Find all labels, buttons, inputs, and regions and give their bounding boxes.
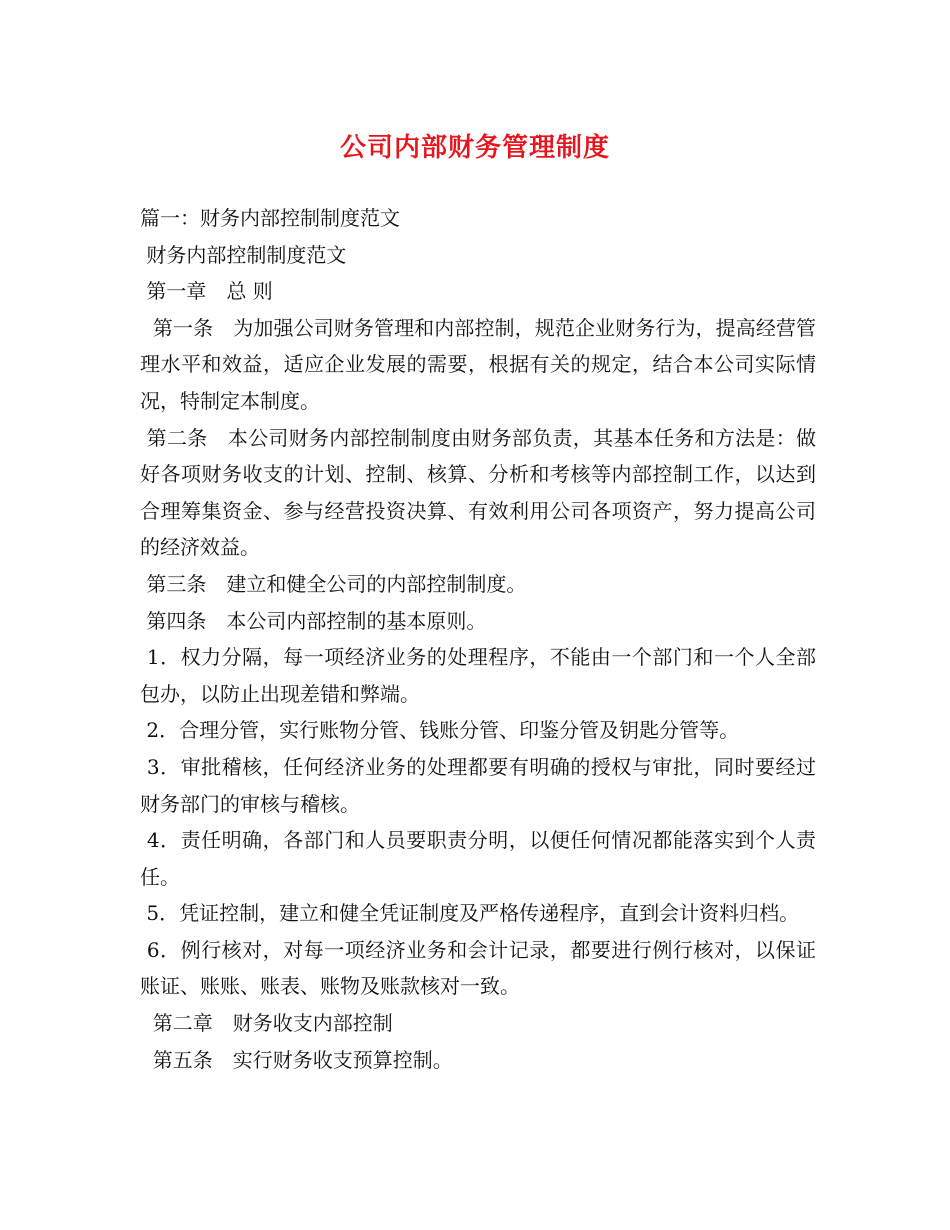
article-paragraph: 第三条 建立和健全公司的内部控制制度。 xyxy=(140,571,527,596)
list-item: 3．审批稽核，任何经济业务的处理都要有明确的授权与审批，同时要经过财务部门的审核与稽核。 xyxy=(140,754,816,816)
article-paragraph: 第一条 为加强公司财务管理和内部控制，规范企业财务行为，提高经营管理水平和效益，适应企业发展的需要，根据有关的规定，结合本公司实际情况，特制定本制度。 xyxy=(140,315,817,413)
article-paragraph: 第二条 本公司财务内部控制制度由财务部负责，其基本任务和方法是：做好各项财务收支的计划、控制、核算、分析和考核等内部控制工作，以达到合理筹集资金、参与经营投资决算、有效利用公司各项资产，努力提高公司的经济效益。 xyxy=(140,425,817,560)
document-title: 公司内部财务管理制度 xyxy=(339,133,610,163)
list-item: 2．合理分管，实行账物分管、钱账分管、印鉴分管及钥匙分管等。 xyxy=(140,718,740,743)
list-item: 4．责任明确，各部门和人员要职责分明，以便任何情况都能落实到个人责任。 xyxy=(140,828,816,889)
list-item: 6．例行核对，对每一项经济业务和会计记录，都要进行例行核对，以保证账证、账账、账表、账物及账款核对一致。 xyxy=(140,937,816,999)
chapter-heading: 第二章 财务收支内部控制 xyxy=(140,1011,393,1036)
chapter-heading: 第一章 总 则 xyxy=(140,279,273,304)
section-heading: 篇一：财务内部控制制度范文 xyxy=(140,206,400,230)
article-paragraph: 第四条 本公司内部控制的基本原则。 xyxy=(140,608,487,633)
document-body xyxy=(140,200,816,1078)
list-item: 5．凭证控制，建立和健全凭证制度及严格传递程序，直到会计资料归档。 xyxy=(140,901,800,926)
article-paragraph: 第五条 实行财务收支预算控制。 xyxy=(140,1047,453,1072)
subtitle: 财务内部控制制度范文 xyxy=(140,242,347,267)
list-item: 1．权力分隔，每一项经济业务的处理程序，不能由一个部门和一个人全部包办，以防止出现差错和弊端。 xyxy=(140,645,816,706)
